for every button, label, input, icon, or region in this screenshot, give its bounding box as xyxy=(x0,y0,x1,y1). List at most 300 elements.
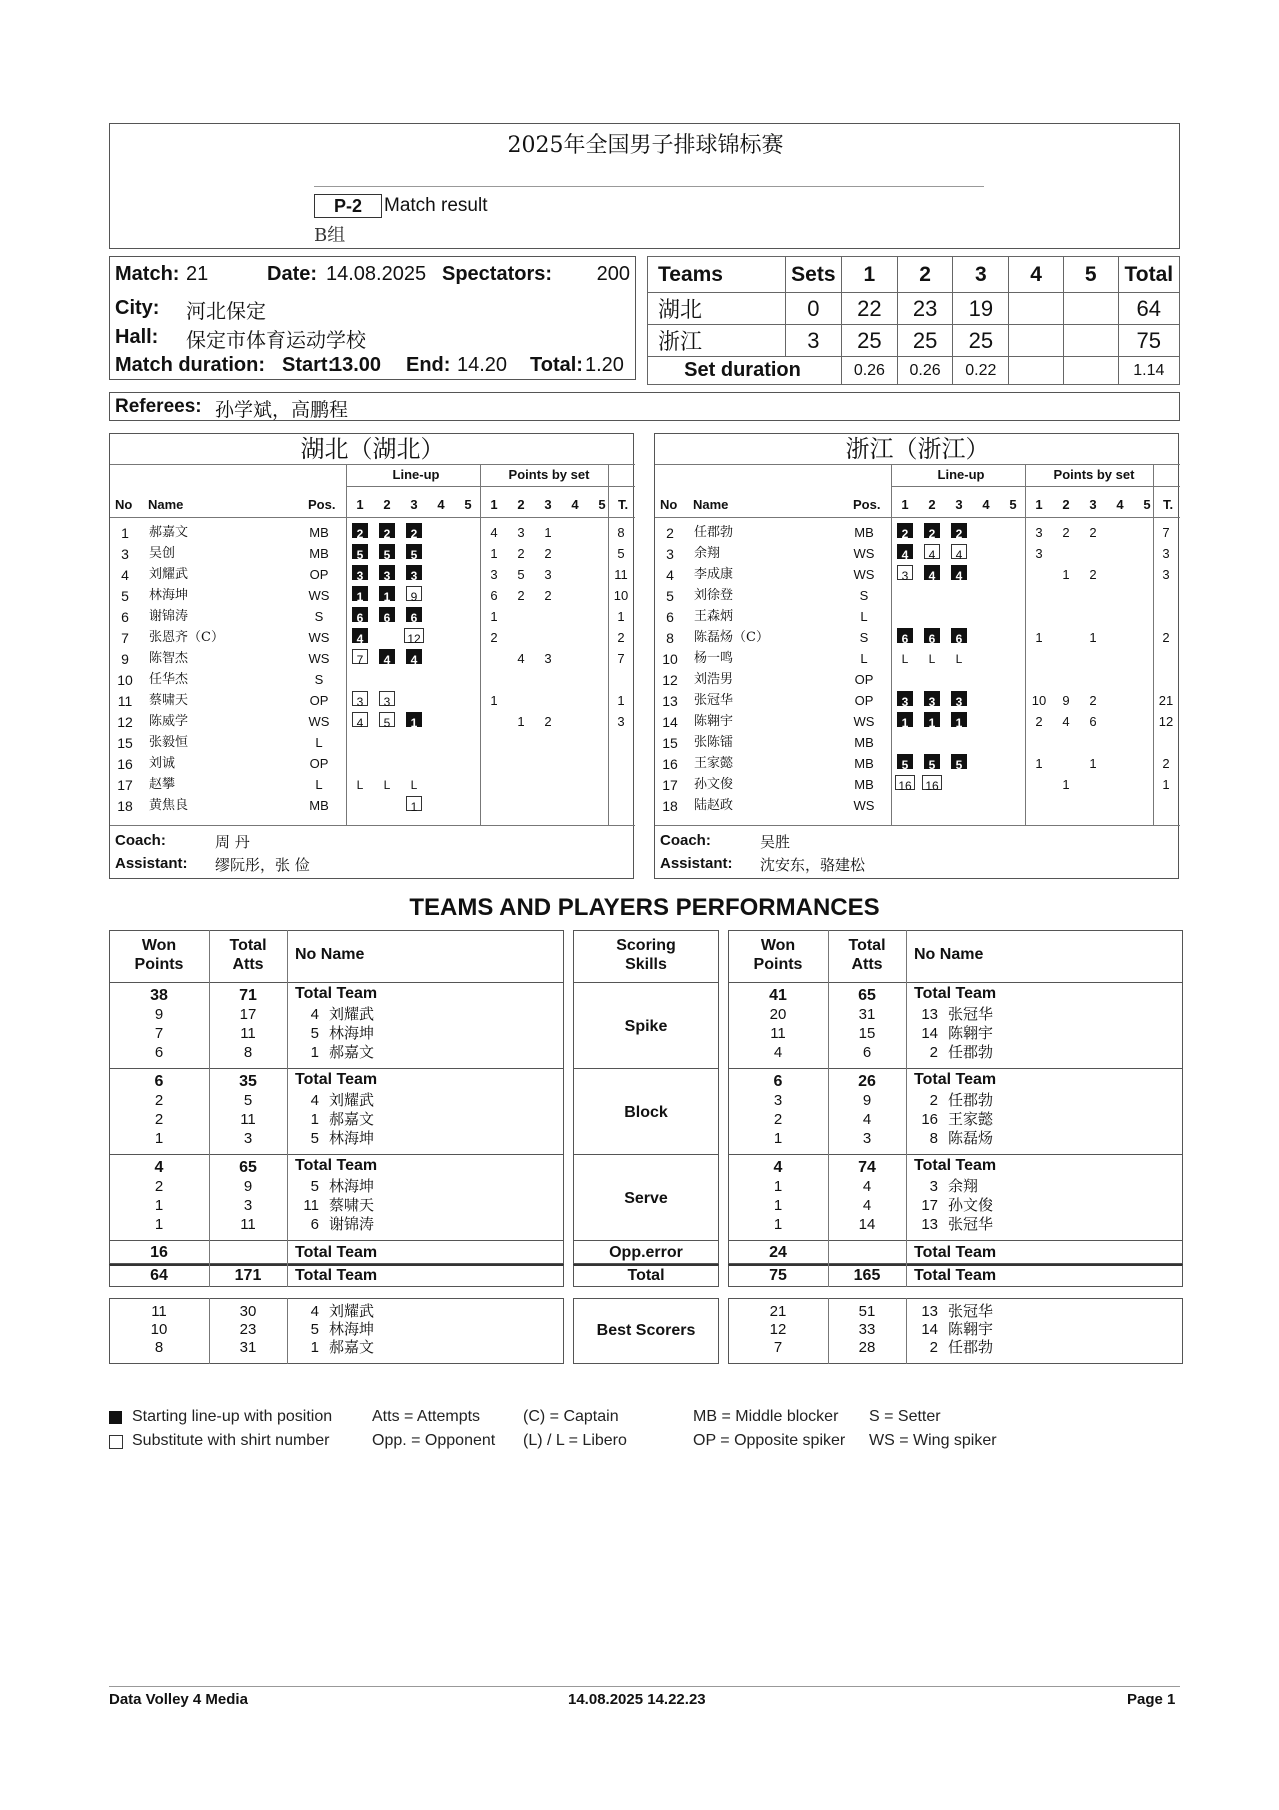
header-teams: Teams xyxy=(648,257,786,293)
team-b-skill-player-name: 孙文俊 xyxy=(948,1196,994,1214)
team-b-player-name: 张陈镭 xyxy=(694,735,734,750)
team-a-player-row xyxy=(110,544,635,564)
legend-sub: Substitute with shirt number xyxy=(132,1432,330,1449)
team-a-assistant: 缪阮彤，张 俭 xyxy=(215,856,310,874)
team-a-player-total: 7 xyxy=(617,651,625,666)
team-a-set2: 23 xyxy=(897,293,953,325)
team-a-points-cell: 3 xyxy=(544,651,552,666)
referees-value: 孙学斌，高鹏程 xyxy=(215,399,349,421)
team-b-skill-total-team: Total Team xyxy=(914,1157,997,1174)
team-a-skill-player-atts: 3 xyxy=(243,1197,253,1214)
team-a-player-no: 12 xyxy=(117,714,133,730)
team-a-skill-player-name: 郝嘉文 xyxy=(329,1110,375,1128)
legend-opp: Opp. = Opponent xyxy=(372,1432,496,1449)
team-b-points-cell: 10 xyxy=(1031,693,1047,708)
team-b-points-cell: 1 xyxy=(1035,756,1043,771)
team-b-player-no: 2 xyxy=(666,525,674,541)
team-b-skill-player-atts: 31 xyxy=(858,1006,876,1023)
team-a-lineup-cell: 9 xyxy=(406,586,422,601)
team-b-lineup-cell: 4 xyxy=(897,544,913,559)
team-b-skill-player-atts: 6 xyxy=(862,1044,872,1061)
team-a-lineup-cell: 2 xyxy=(379,523,395,538)
footer-center: 14.08.2025 14.22.23 xyxy=(568,1691,706,1708)
team-b-player-name: 孙文俊 xyxy=(694,777,734,792)
team-b-lineup-col-5: 5 xyxy=(1009,497,1017,512)
team-b-lineup-cell: 2 xyxy=(951,523,967,538)
team-b-lineup-cell: 4 xyxy=(924,565,940,580)
team-b-lineup-cell: 5 xyxy=(897,754,913,769)
team-a-player-no: 5 xyxy=(121,588,129,604)
team-a-player-pos: MB xyxy=(309,525,329,540)
city-label: City: xyxy=(115,297,160,319)
team-b-skill-player-atts: 14 xyxy=(858,1216,876,1233)
team-b-player-pos: WS xyxy=(853,798,875,813)
team-b-name-header: Name xyxy=(693,497,729,512)
team-b-total-atts: 165 xyxy=(853,1267,881,1284)
team-a-best-no: 5 xyxy=(310,1321,319,1338)
team-b-sets: 3 xyxy=(785,325,841,357)
team-b-player-pos: MB xyxy=(854,735,874,750)
scoreboard xyxy=(647,256,1180,385)
team-a-best-won: 10 xyxy=(150,1321,168,1338)
team-b-coach-rule xyxy=(655,825,1180,826)
team-a-best-atts: 30 xyxy=(239,1303,257,1320)
team-b-lineup-cell: 1 xyxy=(897,712,913,727)
team-a-player-total: 11 xyxy=(614,567,628,582)
team-a-total: 64 xyxy=(1118,293,1179,325)
header-sets: Sets xyxy=(785,257,841,293)
team-b-player-name: 李成康 xyxy=(694,567,734,582)
team-a-points-cell: 3 xyxy=(517,525,525,540)
team-a-skill-player-atts: 11 xyxy=(240,1025,256,1042)
team-a-set3: 19 xyxy=(953,293,1009,325)
team-a-lineup-cell: 1 xyxy=(352,586,368,601)
team-b-subheader-rule xyxy=(891,486,1180,487)
team-a-points-cell: 4 xyxy=(517,651,525,666)
team-b-skill-player-atts: 3 xyxy=(862,1130,872,1147)
team-b-skill-atts: 74 xyxy=(858,1159,876,1176)
team-a-skill-atts: 71 xyxy=(239,987,257,1004)
team-b-lineup-col-3: 3 xyxy=(955,497,963,512)
team-a-player-row xyxy=(110,712,635,732)
team-b-player-total: 2 xyxy=(1162,630,1170,645)
team-b-best-atts: 28 xyxy=(858,1339,876,1356)
team-b-player-name: 王森炳 xyxy=(694,609,734,624)
team-b-skill-player-won: 2 xyxy=(773,1111,783,1128)
team-b-skill-player-no: 8 xyxy=(929,1130,938,1147)
team-b-lineup-cell: L xyxy=(901,652,909,666)
team-b-player-total: 21 xyxy=(1158,693,1174,708)
total-label: Total: xyxy=(530,354,583,376)
team-b-pos-header: Pos. xyxy=(853,497,881,512)
team-a-points-cell: 6 xyxy=(490,588,498,603)
team-a-lineup-cell: 2 xyxy=(406,523,422,538)
team-b-player-no: 5 xyxy=(666,588,674,604)
team-b-skill-player-won: 4 xyxy=(773,1044,783,1061)
skill-name: Block xyxy=(624,1104,668,1121)
competition-title: 2025年全国男子排球锦标赛 xyxy=(507,133,784,158)
team-b-points-cell: 1 xyxy=(1062,567,1070,582)
team-a-skill-player-no: 4 xyxy=(310,1092,319,1109)
team-b-set2: 25 xyxy=(897,325,953,357)
team-b-lineup-cell: 16 xyxy=(895,775,915,790)
set5-duration xyxy=(1063,357,1118,385)
team-a-lineup-cell: 7 xyxy=(352,649,368,664)
team-b-points-col-3: 3 xyxy=(1089,497,1097,512)
team-a-skill-player-name: 林海坤 xyxy=(329,1129,375,1147)
legend-atts: Atts = Attempts xyxy=(372,1408,481,1425)
team-b-skill-player-name: 张冠华 xyxy=(948,1005,994,1023)
team-a-lineup-cell: 4 xyxy=(352,628,368,643)
header-set3: 3 xyxy=(953,257,1009,293)
team-a-player-name: 刘耀武 xyxy=(149,567,189,582)
team-b-lineup-cell: 3 xyxy=(924,691,940,706)
team-a-skill-player-no: 5 xyxy=(310,1178,319,1195)
team-b-skill-player-name: 任郡勃 xyxy=(948,1043,994,1061)
team-b-skill-player-won: 1 xyxy=(773,1216,783,1233)
team-a-best-name: 刘耀武 xyxy=(329,1302,375,1320)
team-b-player-row xyxy=(655,649,1180,669)
team-b-lineup-header: Line-up xyxy=(937,467,985,482)
team-b-player-pos: OP xyxy=(854,693,874,708)
team-b-skill-player-won: 11 xyxy=(770,1025,786,1042)
team-b-points-cell: 9 xyxy=(1062,693,1070,708)
end-label: End: xyxy=(406,354,451,376)
team-a-player-no: 1 xyxy=(121,525,129,541)
team-b-lineup-col-2: 2 xyxy=(928,497,936,512)
group-label: B组 xyxy=(314,225,346,246)
team-a-player-no: 11 xyxy=(117,693,133,709)
spectators-value: 200 xyxy=(596,263,630,285)
team-b-block-div2 xyxy=(906,1069,907,1155)
team-a-set4 xyxy=(1009,293,1064,325)
team-a-skill-player-atts: 11 xyxy=(240,1216,256,1233)
skill-name: Serve xyxy=(624,1190,668,1207)
legend-libero: (L) / L = Libero xyxy=(523,1432,627,1449)
team-b-skill-player-no: 3 xyxy=(929,1178,938,1195)
team-a-opp-error-value: 16 xyxy=(150,1244,168,1261)
team-b-opp-error-total-team: Total Team xyxy=(914,1244,997,1261)
team-b-t-header: T. xyxy=(1162,497,1174,512)
team-b-skill-player-name: 余翔 xyxy=(948,1177,979,1195)
team-b-player-pos: S xyxy=(859,630,869,645)
team-b-skill-player-no: 13 xyxy=(921,1006,938,1023)
team-b-player-total: 1 xyxy=(1162,777,1170,792)
team-b-skill-player-name: 陈翱宇 xyxy=(948,1024,994,1042)
team-a-player-name: 蔡啸天 xyxy=(149,693,189,708)
team-b-header-rule xyxy=(655,517,1180,518)
team-b-player-pos: MB xyxy=(854,777,874,792)
team-a-points-cell: 2 xyxy=(517,546,525,561)
team-a-best-div2 xyxy=(287,1298,288,1364)
team-a-lineup-cell: 4 xyxy=(406,649,422,664)
team-a-player-total: 8 xyxy=(617,525,625,540)
team-a-roster xyxy=(109,433,634,879)
team-a-points-col-5: 5 xyxy=(598,497,606,512)
team-b-coach-label: Coach: xyxy=(660,832,711,849)
team-a-perf-noname-header: No Name xyxy=(295,946,365,963)
team-b-lineup-cell: 2 xyxy=(924,523,940,538)
team-b-player-pos: MB xyxy=(854,756,874,771)
performance-title: TEAMS AND PLAYERS PERFORMANCES xyxy=(409,894,880,921)
team-a-block-div2 xyxy=(287,983,288,1069)
team-b-best-atts: 33 xyxy=(858,1321,876,1338)
team-b-roster xyxy=(654,433,1179,879)
team-a-skill-total-team: Total Team xyxy=(295,985,378,1002)
team-b-best-won: 21 xyxy=(769,1303,787,1320)
team-a-perf-atts-header: Total Atts xyxy=(229,937,267,973)
team-b-player-name: 王家懿 xyxy=(694,756,734,771)
team-b-points-col-2: 2 xyxy=(1062,497,1070,512)
header-set4: 4 xyxy=(1009,257,1064,293)
team-b-points-cell: 6 xyxy=(1089,714,1097,729)
team-a-player-no: 17 xyxy=(117,777,133,793)
team-a-set1: 22 xyxy=(842,293,898,325)
team-b-points-cell: 2 xyxy=(1035,714,1043,729)
team-b-player-pos: WS xyxy=(853,546,875,561)
team-b-points-cell: 2 xyxy=(1062,525,1070,540)
team-a-points-cell: 1 xyxy=(490,609,498,624)
team-b-lineup-cell: 4 xyxy=(951,544,967,559)
team-a-points-col-2: 2 xyxy=(517,497,525,512)
team-b-player-no: 14 xyxy=(662,714,678,730)
team-b-player-row xyxy=(655,607,1180,627)
legend-mb: MB = Middle blocker xyxy=(693,1408,839,1425)
team-a-player-total: 5 xyxy=(617,546,625,561)
legend-start: Starting line-up with position xyxy=(132,1408,333,1425)
doc-name: Match result xyxy=(384,195,488,216)
team-a-name-header: Name xyxy=(148,497,184,512)
team-a-skill-player-no: 5 xyxy=(310,1130,319,1147)
footer-rule xyxy=(109,1686,1180,1687)
team-a-lineup-col-4: 4 xyxy=(437,497,445,512)
team-b-perf-noname-header: No Name xyxy=(914,946,984,963)
team-a-opp-error-total-team: Total Team xyxy=(295,1244,378,1261)
team-b-skill-player-won: 20 xyxy=(769,1006,787,1023)
team-a-best-won: 8 xyxy=(154,1339,164,1356)
team-b-player-name: 陈磊炀（C） xyxy=(694,630,769,645)
team-a-assistant-label: Assistant: xyxy=(115,855,188,872)
team-b-player-row xyxy=(655,565,1180,585)
team-a-skill-player-won: 2 xyxy=(154,1178,164,1195)
team-a-player-row xyxy=(110,649,635,669)
team-a-best-no: 1 xyxy=(310,1339,319,1356)
team-b-set1: 25 xyxy=(842,325,898,357)
team-b-skill-player-no: 2 xyxy=(929,1044,938,1061)
team-b-points-header: Points by set xyxy=(1053,467,1135,482)
team-b-best-won: 7 xyxy=(773,1339,783,1356)
team-a-skill-atts: 35 xyxy=(239,1073,257,1090)
team-a-player-no: 4 xyxy=(121,567,129,583)
team-b-player-row xyxy=(655,796,1180,816)
team-b-player-name: 陈翱宇 xyxy=(694,714,734,729)
team-a-coach-rule xyxy=(110,825,635,826)
team-b-best-no: 14 xyxy=(921,1321,938,1338)
team-a-skill-player-won: 6 xyxy=(154,1044,164,1061)
team-a-player-total: 1 xyxy=(617,693,625,708)
team-b-points-cell: 4 xyxy=(1062,714,1070,729)
team-a-player-name: 任华杰 xyxy=(149,672,189,687)
team-a-total-total-team: Total Team xyxy=(295,1267,378,1284)
team-a-skill-player-atts: 5 xyxy=(243,1092,253,1109)
team-b-player-row xyxy=(655,754,1180,774)
team-b-skill-player-no: 17 xyxy=(921,1197,938,1214)
team-a-skill-atts: 65 xyxy=(239,1159,257,1176)
team-b-player-name: 陆赵政 xyxy=(694,798,734,813)
team-b-skill-player-atts: 4 xyxy=(862,1197,872,1214)
team-b-lineup-cell: 4 xyxy=(951,565,967,580)
team-a-player-no: 16 xyxy=(117,756,133,772)
team-b-player-name: 余翔 xyxy=(694,546,721,561)
team-b-skill-player-atts: 4 xyxy=(862,1178,872,1195)
team-b-assistant: 沈安东，骆建松 xyxy=(760,856,866,874)
team-a-points-cell: 3 xyxy=(544,567,552,582)
team-a-player-row xyxy=(110,796,635,816)
hall-value: 保定市体育运动学校 xyxy=(186,328,366,352)
team-b-set3: 25 xyxy=(953,325,1009,357)
team-b-player-no: 13 xyxy=(662,693,678,709)
team-a-skill-player-atts: 11 xyxy=(240,1111,256,1128)
team-a-lineup-col-5: 5 xyxy=(464,497,472,512)
team-b-player-pos: OP xyxy=(854,672,874,687)
team-b-lineup-cell: 6 xyxy=(951,628,967,643)
footer-right: Page 1 xyxy=(1127,1691,1176,1708)
team-a-skill-player-atts: 3 xyxy=(243,1130,253,1147)
team-a-player-pos: S xyxy=(314,609,324,624)
team-b-player-name: 任郡勃 xyxy=(694,525,734,540)
starting-square-icon xyxy=(109,1411,122,1424)
team-b-player-no: 10 xyxy=(662,651,678,667)
team-b-set4 xyxy=(1009,325,1064,357)
team-a-perf-header-div2 xyxy=(287,930,288,983)
skill-header: Scoring Skills xyxy=(616,937,676,973)
header-set1: 1 xyxy=(842,257,898,293)
team-a-player-pos: MB xyxy=(309,798,329,813)
team-b-points-cell: 3 xyxy=(1035,546,1043,561)
end-value: 14.20 xyxy=(457,354,508,376)
team-a-player-pos: WS xyxy=(308,651,330,666)
team-a-lineup-cell: 3 xyxy=(406,565,422,580)
team-b-lineup-cell: 3 xyxy=(951,691,967,706)
team-b-best-div2 xyxy=(906,1298,907,1364)
team-a-player-name: 黄焦良 xyxy=(149,798,189,813)
team-b-perf-atts-header: Total Atts xyxy=(848,937,886,973)
team-a-no-header: No xyxy=(115,497,133,512)
team-a-skill-player-atts: 9 xyxy=(243,1178,253,1195)
team-b-skill-player-name: 任郡勃 xyxy=(948,1091,994,1109)
team-a-perf-won-header: Won Points xyxy=(134,937,184,973)
team-b-name: 浙江 xyxy=(648,325,786,357)
team-a-player-pos: WS xyxy=(308,588,330,603)
team-a-skill-player-name: 谢锦涛 xyxy=(329,1215,375,1233)
team-a-skill-player-won: 1 xyxy=(154,1216,164,1233)
team-a-player-no: 7 xyxy=(121,630,129,646)
team-a-skill-player-name: 蔡啸天 xyxy=(329,1196,375,1214)
team-b-opp-div2 xyxy=(906,1241,907,1264)
team-b-player-name: 刘浩男 xyxy=(694,672,734,687)
team-a-skill-player-no: 6 xyxy=(310,1216,319,1233)
team-b-player-no: 15 xyxy=(662,735,678,751)
team-a-skill-player-won: 2 xyxy=(154,1111,164,1128)
set4-duration xyxy=(1009,357,1064,385)
team-b-lineup-cell: 3 xyxy=(897,565,913,580)
team-b-opp-div1 xyxy=(828,1241,829,1264)
team-a-title-rule xyxy=(110,464,635,465)
team-a-skill-player-no: 1 xyxy=(310,1111,319,1128)
team-b-total-total-team: Total Team xyxy=(914,1267,997,1284)
team-b-skill-player-name: 陈磊炀 xyxy=(948,1129,994,1147)
team-a-player-pos: OP xyxy=(309,567,329,582)
team-a-lineup-cell: 2 xyxy=(352,523,368,538)
team-a-lineup-col-1: 1 xyxy=(356,497,364,512)
team-a-lineup-cell: 5 xyxy=(406,544,422,559)
team-a-player-row xyxy=(110,775,635,795)
team-a-lineup-cell: 3 xyxy=(352,691,368,706)
team-a-skill-player-atts: 8 xyxy=(243,1044,253,1061)
team-b-points-col-1: 1 xyxy=(1035,497,1043,512)
team-b-player-pos: L xyxy=(860,651,868,666)
team-a-lineup-cell: 1 xyxy=(379,586,395,601)
team-a-opp-div2 xyxy=(287,1241,288,1264)
team-b-player-row xyxy=(655,775,1180,795)
team-a-best-no: 4 xyxy=(310,1303,319,1320)
team-b-skill-atts: 65 xyxy=(858,987,876,1004)
legend-captain: (C) = Captain xyxy=(523,1408,619,1425)
team-a-lineup-header: Line-up xyxy=(392,467,440,482)
team-b-player-name: 杨一鸣 xyxy=(694,651,734,666)
team-a-lineup-col-3: 3 xyxy=(410,497,418,512)
team-a-lineup-cell: 4 xyxy=(379,649,395,664)
team-a-points-col-1: 1 xyxy=(490,497,498,512)
team-a-skill-won: 6 xyxy=(154,1073,164,1090)
team-b-skill-player-no: 16 xyxy=(921,1111,938,1128)
team-b-player-total: 2 xyxy=(1162,756,1170,771)
team-a-player-name: 谢锦涛 xyxy=(149,609,189,624)
team-a-t-header: T. xyxy=(617,497,629,512)
skill-name: Spike xyxy=(624,1018,668,1035)
team-b-skill-player-no: 14 xyxy=(921,1025,938,1042)
team-a-skill-player-no: 11 xyxy=(303,1197,319,1214)
team-b-skill-player-won: 1 xyxy=(773,1178,783,1195)
team-b-lineup-cell: L xyxy=(955,652,963,666)
team-a-lineup-cell: 5 xyxy=(352,544,368,559)
team-b-lineup-cell: 4 xyxy=(924,544,940,559)
team-b-lineup-cell: 6 xyxy=(897,628,913,643)
team-b-skill-won: 6 xyxy=(773,1073,783,1090)
team-a-opp-div1 xyxy=(209,1241,210,1264)
team-b-player-row xyxy=(655,544,1180,564)
team-b-player-pos: MB xyxy=(854,525,874,540)
team-a-player-pos: L xyxy=(315,735,323,750)
team-a-points-cell: 1 xyxy=(517,714,525,729)
team-a-skill-player-name: 刘耀武 xyxy=(329,1005,375,1023)
team-a-block-div2 xyxy=(287,1155,288,1241)
team-a-skill-player-won: 9 xyxy=(154,1006,164,1023)
team-a-points-col-3: 3 xyxy=(544,497,552,512)
team-a-lineup-cell: L xyxy=(356,778,364,792)
team-a-set5 xyxy=(1063,293,1118,325)
legend-op: OP = Opposite spiker xyxy=(693,1432,846,1449)
team-a-points-col-4: 4 xyxy=(571,497,579,512)
duration-label: Match duration: xyxy=(115,354,265,376)
team-b-title-rule xyxy=(655,464,1180,465)
team-a-total-won: 64 xyxy=(150,1267,168,1284)
team-b-player-no: 4 xyxy=(666,567,674,583)
team-a-player-pos: MB xyxy=(309,546,329,561)
team-a-player-no: 18 xyxy=(117,798,133,814)
team-a-total-atts: 171 xyxy=(234,1267,262,1284)
team-b-perf-header-div2 xyxy=(906,930,907,983)
